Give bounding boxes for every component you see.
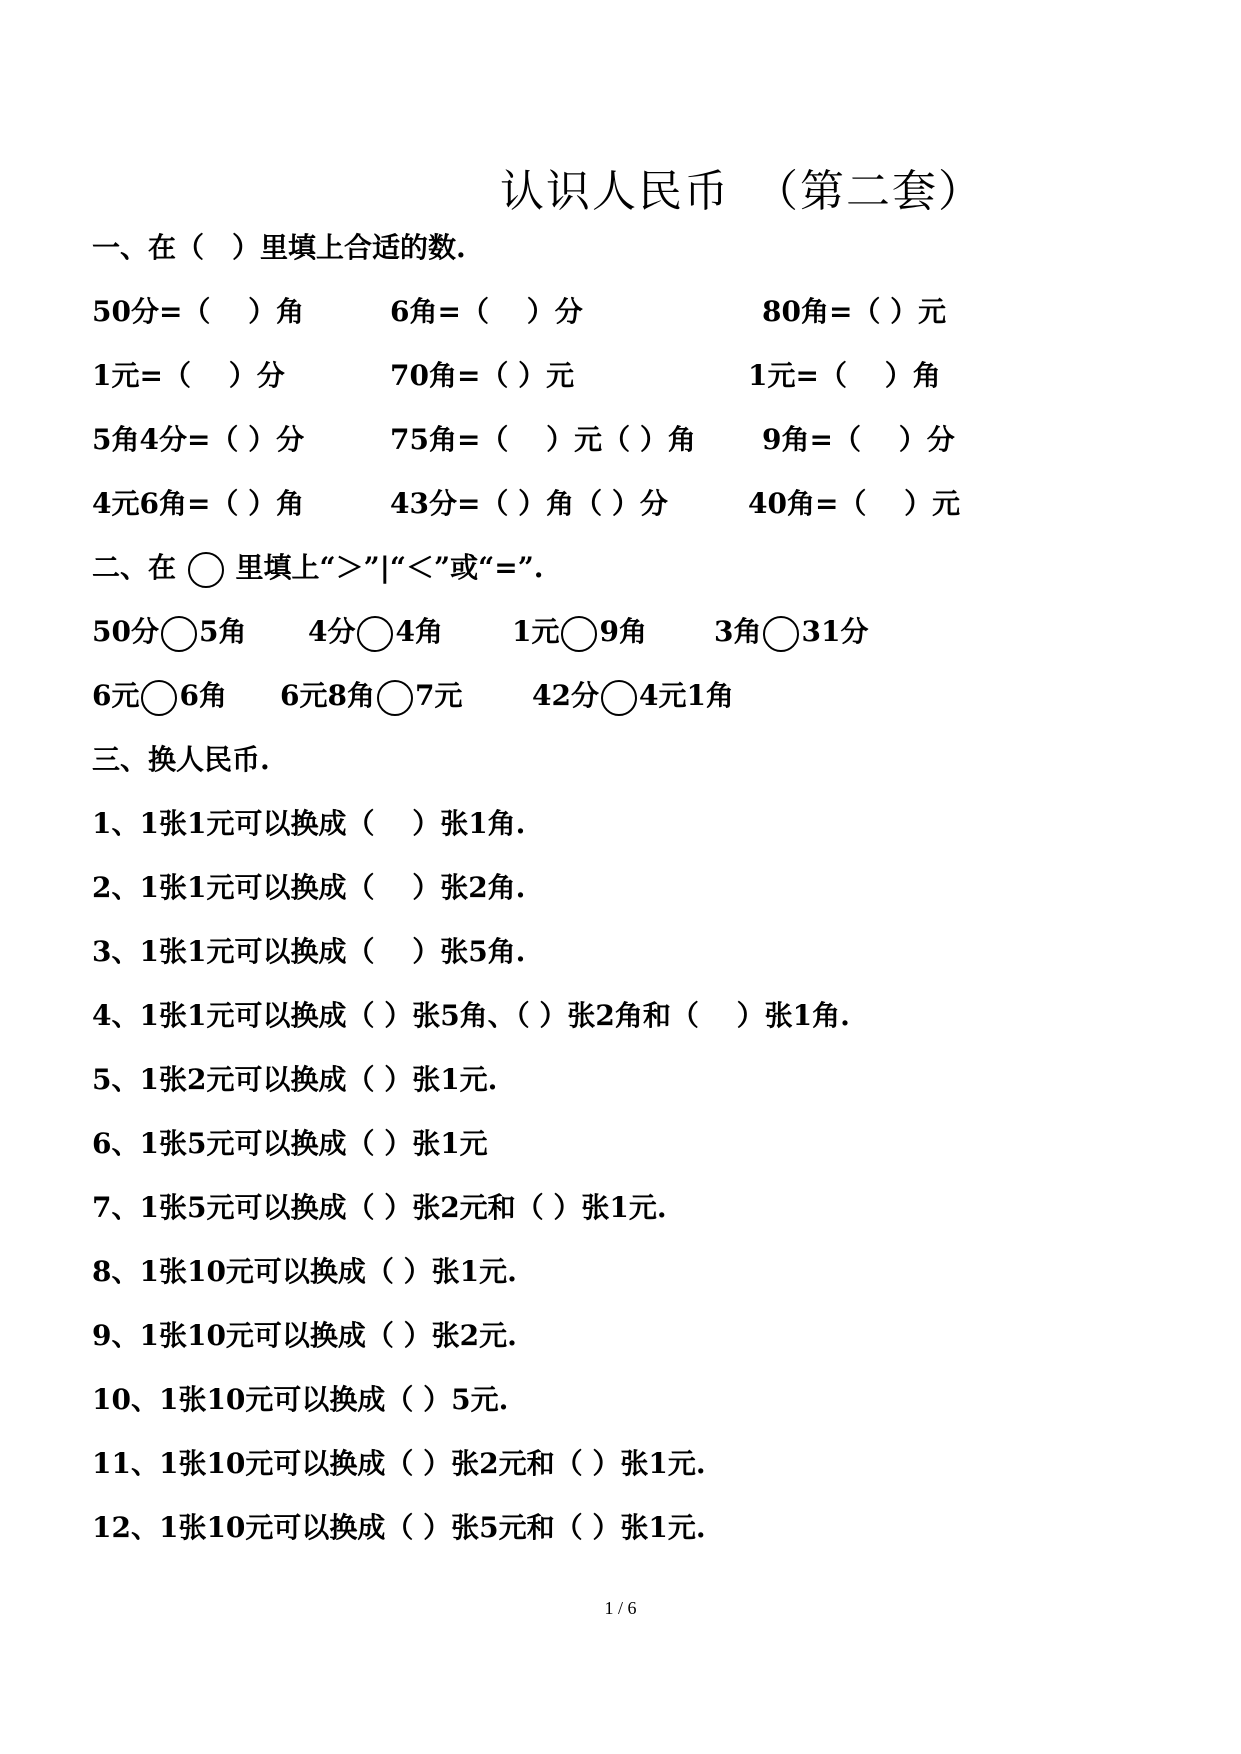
s2-r2-item1 <box>92 678 227 716</box>
compare-right: 4元1角 <box>638 679 734 712</box>
compare-right: 5角 <box>198 615 247 648</box>
exchange-item-4: 4、1张1元可以换成（ ）张5角、（ ）张2角和（ ）张1角. <box>92 999 850 1032</box>
exchange-item-1: 1、1张1元可以换成（ ）张1角. <box>92 807 526 840</box>
s1-r2-c2: 70角=（ ）元 <box>390 359 575 392</box>
compare-left: 6元 <box>92 679 140 712</box>
compare-left: 4分 <box>308 615 356 648</box>
compare-left: 42分 <box>532 679 599 712</box>
s2-r2-item2 <box>280 678 462 716</box>
exchange-item-6: 6、1张5元可以换成（ ）张1元 <box>92 1127 488 1160</box>
compare-circle[interactable] <box>561 616 597 652</box>
s1-r1-c1: 50分=（ ）角 <box>92 295 305 328</box>
s1-r3-c1: 5角4分=（ ）分 <box>92 423 305 456</box>
compare-left: 50分 <box>92 615 159 648</box>
s1-r4-c2: 43分=（ ）角（ ）分 <box>390 487 668 520</box>
compare-right: 6角 <box>179 679 227 712</box>
s1-r2-c3: 1元=（ ）角 <box>748 359 941 392</box>
compare-circle[interactable] <box>377 680 413 716</box>
s1-r3-c2: 75角=（ ）元（ ）角 <box>390 423 696 456</box>
exchange-item-9: 9、1张10元可以换成（ ）张2元. <box>92 1319 517 1352</box>
compare-left: 3角 <box>714 615 762 648</box>
compare-left: 6元8角 <box>280 679 375 712</box>
s1-r4-c3: 40角=（ ）元 <box>748 487 961 520</box>
s1-r3-c3: 9角=（ ）分 <box>762 423 955 456</box>
exchange-item-2: 2、1张1元可以换成（ ）张2角. <box>92 871 526 904</box>
section2-heading-pre: 二、在 <box>92 551 177 584</box>
compare-right: 4角 <box>395 615 443 648</box>
comparison-circle-icon <box>188 552 224 588</box>
compare-right: 9角 <box>599 615 647 648</box>
s2-r1-item3 <box>512 614 647 652</box>
exchange-item-3: 3、1张1元可以换成（ ）张5角. <box>92 935 526 968</box>
exchange-item-10: 10、1张10元可以换成（ ）5元. <box>92 1383 509 1416</box>
page-number: 1 / 6 <box>604 1598 637 1618</box>
compare-circle[interactable] <box>141 680 177 716</box>
section2-heading <box>92 550 544 588</box>
compare-circle[interactable] <box>601 680 637 716</box>
exchange-item-5: 5、1张2元可以换成（ ）张1元. <box>92 1063 498 1096</box>
compare-circle[interactable] <box>161 616 197 652</box>
compare-right: 7元 <box>414 679 463 712</box>
s2-r1-item2 <box>308 614 443 652</box>
compare-circle[interactable] <box>357 616 393 652</box>
compare-left: 1元 <box>512 615 560 648</box>
exchange-item-7: 7、1张5元可以换成（ ）张2元和（ ）张1元. <box>92 1191 667 1224</box>
page-title: 认识人民币 （第二套） <box>500 166 984 217</box>
compare-circle[interactable] <box>763 616 799 652</box>
compare-right: 31分 <box>801 615 869 648</box>
s1-r1-c3: 80角=（ ）元 <box>762 295 947 328</box>
exchange-item-11: 11、1张10元可以换成（ ）张2元和（ ）张1元. <box>92 1447 706 1480</box>
section1-heading: 一、在（ ）里填上合适的数. <box>92 231 466 264</box>
exchange-item-8: 8、1张10元可以换成（ ）张1元. <box>92 1255 517 1288</box>
s1-r1-c2: 6角=（ ）分 <box>390 295 583 328</box>
section2-heading-post: 里填上“＞”|“＜”或“=”. <box>235 551 544 584</box>
s2-r2-item3 <box>532 678 734 716</box>
s2-r1-item4 <box>714 614 868 652</box>
s2-r1-item1 <box>92 614 246 652</box>
section3-heading: 三、换人民币. <box>92 743 270 776</box>
exchange-item-12: 12、1张10元可以换成（ ）张5元和（ ）张1元. <box>92 1511 706 1544</box>
s1-r4-c1: 4元6角=（ ）角 <box>92 487 305 520</box>
s1-r2-c1: 1元=（ ）分 <box>92 359 285 392</box>
